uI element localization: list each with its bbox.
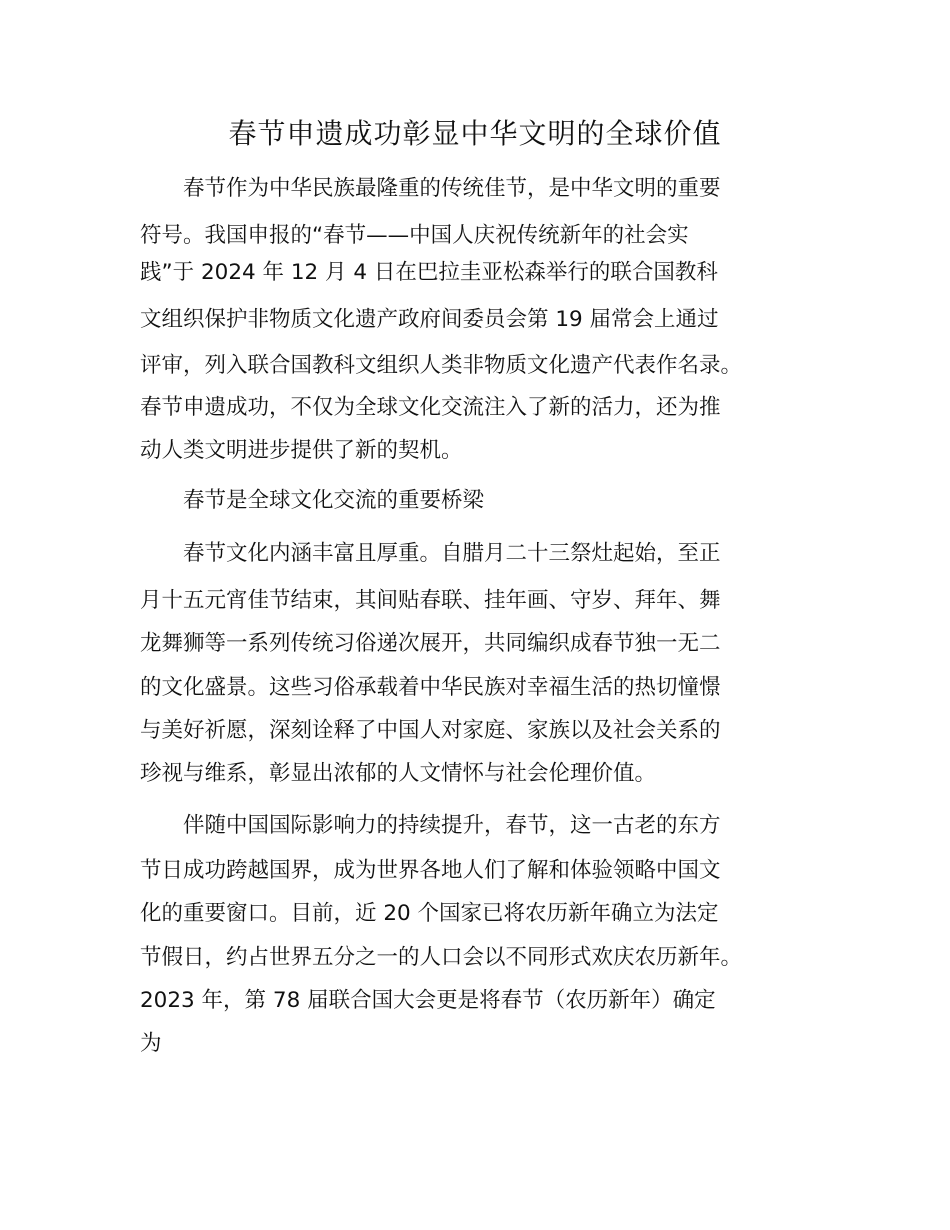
text-line: 月十五元宵佳节结束，其间贴春联、挂年画、守岁、拜年、舞	[140, 588, 721, 613]
text-line: 节假日，约占世界五分之一的人口会以不同形式欢庆农历新年。	[140, 945, 743, 970]
text-line: 节日成功跨越国界，成为世界各地人们了解和体验领略中国文	[140, 858, 721, 883]
text-line: 伴随中国国际影响力的持续提升，春节，这一古老的东方	[140, 813, 721, 838]
section-heading: 春节是全球文化交流的重要桥梁	[140, 488, 485, 513]
text-line: 评审，列入联合国教科文组织人类非物质文化遗产代表作名录。	[140, 353, 743, 378]
text-line: 2023 年，第 78 届联合国大会更是将春节（农历新年）确定	[140, 988, 716, 1013]
text-line: 践”于 2024 年 12 月 4 日在巴拉圭亚松森举行的联合国教科	[140, 260, 718, 285]
text-line: 的文化盛景。这些习俗承载着中华民族对幸福生活的热切憧憬	[140, 675, 721, 700]
text-line: 动人类文明进步提供了新的契机。	[140, 438, 463, 463]
text-line: 符号。我国申报的“春节——中国人庆祝传统新年的社会实	[140, 223, 689, 248]
text-line: 春节作为中华民族最隆重的传统佳节，是中华文明的重要	[140, 176, 721, 201]
text-line: 龙舞狮等一系列传统习俗递次展开，共同编织成春节独一无二	[140, 631, 721, 656]
text-line: 文组织保护非物质文化遗产政府间委员会第 19 届常会上通过	[140, 307, 719, 332]
text-line: 与美好祈愿，深刻诠释了中国人对家庭、家族以及社会关系的	[140, 718, 721, 743]
text-line: 为	[140, 1031, 162, 1056]
text-line: 珍视与维系，彰显出浓郁的人文情怀与社会伦理价值。	[140, 761, 657, 786]
document-title: 春节申遗成功彰显中华文明的全球价值	[228, 117, 722, 150]
text-line: 化的重要窗口。目前，近 20 个国家已将农历新年确立为法定	[140, 901, 719, 926]
text-line: 春节文化内涵丰富且厚重。自腊月二十三祭灶起始，至正	[140, 541, 721, 566]
text-line: 春节申遗成功，不仅为全球文化交流注入了新的活力，还为推	[140, 395, 721, 420]
